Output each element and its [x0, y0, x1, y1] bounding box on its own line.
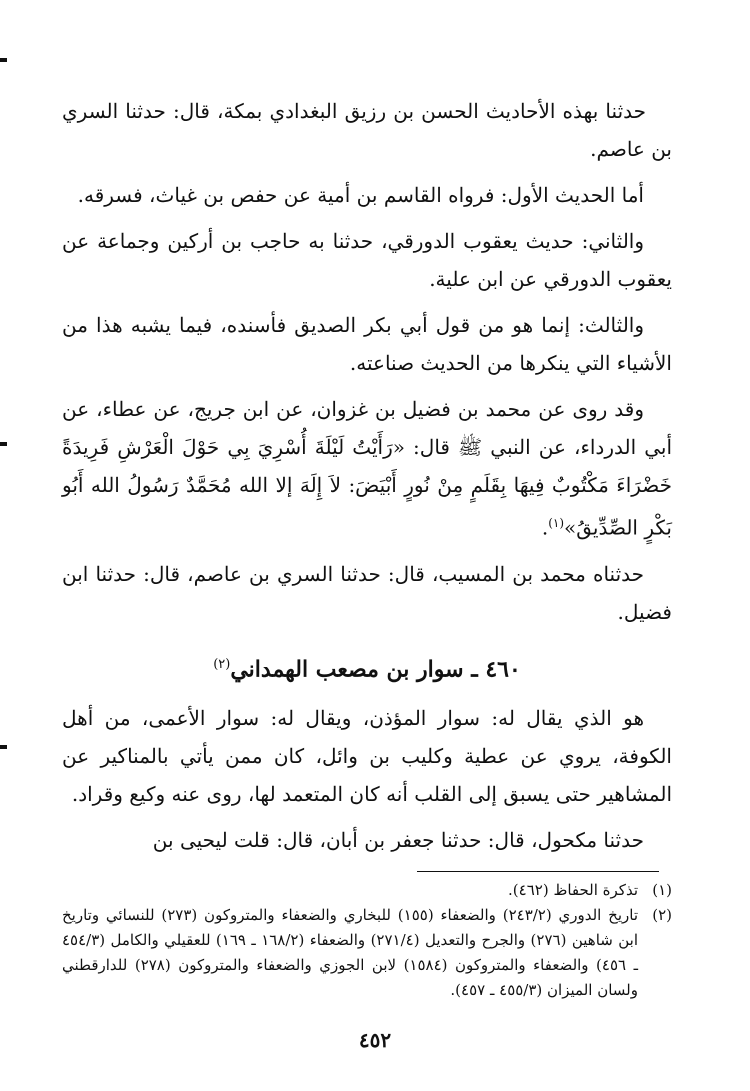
paragraph: حدثناه محمد بن المسيب، قال: حدثنا السري بن عاصم، قال: حدثنا ابن فضيل.: [62, 561, 672, 624]
page-number: ٤٥٢: [358, 1028, 392, 1052]
footnote-number: (٢): [652, 906, 672, 924]
footnote-text: تذكرة الحفاظ (٤٦٢).: [508, 881, 638, 899]
footnote-ref-2[interactable]: (٢): [213, 656, 231, 672]
paragraph: حدثنا بهذه الأحاديث الحسن بن رزيق البغدادي بمكة، قال: حدثنا السري بن عاصم.: [62, 99, 672, 161]
hadith-paragraph: [62, 390, 672, 547]
margin-mark-middle: [0, 442, 7, 446]
paragraph: أما الحديث الأول: فرواه القاسم بن أمية عن حفص بن غياث، فسرقه.: [77, 183, 644, 207]
entry-paragraph: حدثنا مكحول، قال: حدثنا جعفر بن أبان، قال: قلت ليحيى بن: [152, 827, 644, 852]
entry-title: ٤٦٠ ـ سوار بن مصعب الهمداني: [230, 655, 521, 682]
footnotes: [62, 878, 672, 1003]
footnote-divider: [417, 871, 659, 872]
entry-heading: [62, 647, 672, 687]
page-body: [62, 92, 672, 867]
hadith-end: .: [541, 515, 549, 540]
footnote-text: تاريخ الدوري (٢٤٣/٢) والضعفاء (١٥٥) للبخاري والضعفاء والمتروكون (٢٧٣) للنسائي وتاريخ ابن شاهين (٢٧٦) والجرح والتعديل (٢٧١/٤) والضعفاء (١٦٨/٢ ـ ١٦٩) للعقيلي والكامل (٤٥٤/٣ ـ ٤٥٦) والضعفاء والمتروكون (١٥٨٤) لابن الجوزي والضعفاء والمتروكون (٢٧٨) للدارقطني ولسان الميزان (٤٥٥/٣ ـ ٤٥٧).: [62, 906, 638, 999]
footnote-1: [62, 878, 672, 903]
margin-mark-top: [0, 58, 7, 62]
footnote-2: [62, 903, 672, 1003]
margin-mark-lower: [0, 745, 7, 749]
paragraph: والثاني: حديث يعقوب الدورقي، حدثنا به حاجب بن أركين وجماعة عن يعقوب الدورقي عن ابن علية.: [62, 229, 672, 291]
footnote-number: (١): [652, 881, 672, 899]
footnote-ref-1[interactable]: (١): [548, 516, 565, 530]
entry-paragraph: هو الذي يقال له: سوار المؤذن، ويقال له: سوار الأعمى، من أهل الكوفة، يروي عن عطية وكليب بن وائل، كان ممن يأتي بالمناكير عن المشاهير حتى يسبق إلى القلب أنه كان المتعمد لها، روى عنه وكيع وقراد.: [62, 705, 672, 806]
paragraph: والثالث: إنما هو من قول أبي بكر الصديق فأسنده، فيما يشبه هذا من الأشياء التي ينكرها من الحديث صناعته.: [62, 313, 672, 375]
hadith-text: وقد روى عن محمد بن فضيل بن غزوان، عن ابن جريج، عن عطاء، عن أبي الدرداء، عن النبي ﷺ قال: «رَأَيْتُ لَيْلَةَ أُسْرِيَ بِي حَوْلَ الْعَرْشِ فَرِيدَةً خَضْرَاءَ مَكْتُوبٌ فِيهَا بِقَلَمٍ مِنْ نُورٍ أَبْيَضَ: لاَ إِلَهَ إلا الله مُحَمَّدٌ رَسُولُ الله أَبُو بَكْرٍ الصِّدِّيقُ»: [62, 397, 672, 540]
